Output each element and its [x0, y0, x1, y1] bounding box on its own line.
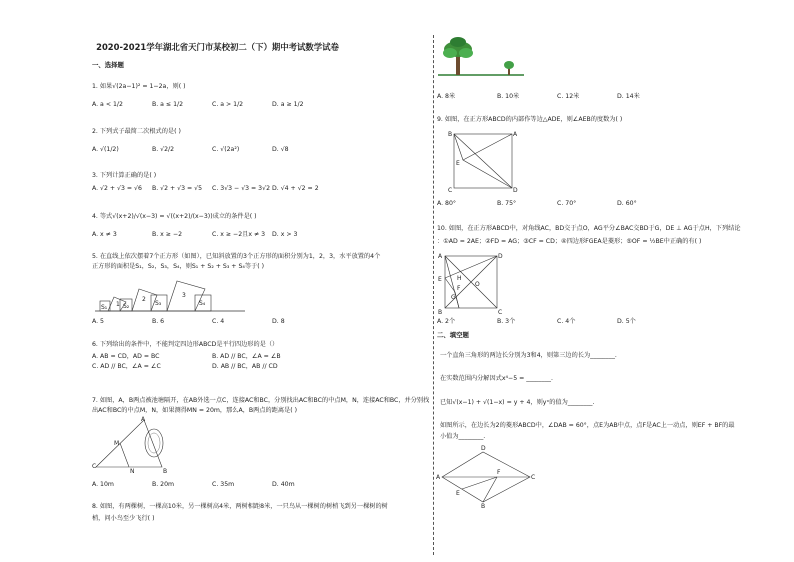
q5-label-s1: S₁ — [101, 304, 108, 311]
q9-label-e: E — [456, 160, 460, 167]
q10-label-g: G — [451, 294, 456, 301]
q3-option-a: A. √2 + √3 = √6 — [92, 185, 142, 192]
q9-option-b: B. 75° — [497, 200, 517, 207]
q5-option-b: B. 6 — [152, 318, 165, 325]
fill-q4-label-c: C — [531, 474, 536, 481]
q9-option-d: D. 60° — [617, 200, 637, 207]
q10-option-b: B. 3个 — [497, 318, 516, 325]
q8-option-c: C. 12米 — [557, 93, 580, 100]
q8-stem-line2: 梢，问小鸟至少飞行( ) — [92, 515, 155, 522]
q10-stem-line2: ：①AD = 2AE；②FD = AG；③CF = CD；④四边形FGEA是菱形；⑤OF = ½BE中正确的有( ) — [437, 238, 702, 245]
q10-option-c: C. 4个 — [557, 318, 576, 325]
q5-label-s2: S₂ — [123, 303, 130, 310]
q8-option-b: B. 10米 — [497, 93, 520, 100]
q10-label-e: E — [438, 276, 442, 283]
q9-option-c: C. 70° — [557, 200, 577, 207]
q7-option-c: C. 35m — [212, 481, 235, 488]
q5-label-3: 3 — [182, 292, 186, 299]
q2-option-d: D. √8 — [272, 146, 289, 153]
q6-option-c: C. AD // BC，∠A = ∠C — [92, 363, 161, 370]
q5-label-s3: S₃ — [155, 300, 162, 307]
q10-option-d: D. 5个 — [617, 318, 636, 325]
q6-option-d: D. AB // BC，AB // CD — [212, 363, 278, 370]
q10-square-figure — [435, 250, 505, 316]
q8-option-a: A. 8米 — [437, 93, 456, 100]
fill-q1: 一个直角三角形的两边长分别为3和4，则第三边的长为________. — [440, 352, 617, 359]
q7-stem-line2: 出AC和BC的中点M，N，如果测得MN = 20m，那么A，B两点的距离是( ) — [92, 407, 298, 414]
q4-option-b: B. x ≥ −2 — [152, 231, 183, 238]
q10-label-c: C — [498, 309, 503, 316]
q7-label-n: N — [130, 468, 135, 475]
q10-label-f: F — [457, 285, 461, 292]
q6-option-b: B. AD // BC，∠A = ∠B — [212, 353, 281, 360]
q7-option-d: D. 40m — [272, 481, 295, 488]
q10-label-d: D — [498, 253, 503, 260]
section-choice-heading: 一、选择题 — [92, 61, 124, 69]
fill-q4-label-a: A — [436, 474, 441, 481]
page-title: 2020-2021学年湖北省天门市某校初二（下）期中考试数学试卷 — [96, 42, 339, 52]
q9-label-c: C — [448, 187, 453, 194]
q5-label-2: 2 — [142, 296, 146, 303]
q5-option-a: A. 5 — [92, 318, 104, 325]
q8-trees-figure — [436, 37, 526, 79]
q2-option-a: A. √(1/2) — [92, 146, 119, 153]
q4-option-c: C. x ≥ −2且x ≠ 3 — [212, 231, 266, 238]
q10-label-a: A — [438, 253, 443, 260]
q8-stem-line1: 8. 如图，有两棵树，一棵高10米，另一棵树高4米，两树相距8米，一只鸟从一棵树的树梢飞到另一棵树的树 — [92, 503, 388, 510]
q6-stem: 6. 下列给出的条件中，不能判定四边形ABCD是平行四边形的是（） — [92, 341, 279, 348]
fill-q4-label-d: D — [481, 445, 486, 452]
q10-label-h: H — [457, 275, 462, 282]
q7-label-a: A — [141, 416, 146, 423]
fill-q4-label-e: E — [456, 490, 460, 497]
q9-label-a: A — [513, 131, 518, 138]
q7-pond-figure — [92, 415, 172, 475]
q10-label-b: B — [438, 309, 443, 316]
column-divider — [433, 35, 434, 555]
q3-stem: 3. 下列计算正确的是( ) — [92, 172, 157, 179]
q5-option-d: D. 8 — [272, 318, 285, 325]
q5-label-s4: S₄ — [199, 300, 206, 307]
q4-option-d: D. x > 3 — [272, 231, 298, 238]
q7-label-b: B — [163, 468, 168, 475]
q1-option-a: A. a < 1/2 — [92, 101, 123, 108]
q10-label-o: O — [475, 281, 480, 288]
q7-option-b: B. 20m — [152, 481, 175, 488]
q9-option-a: A. 80° — [437, 200, 457, 207]
q10-option-a: A. 2个 — [437, 318, 456, 325]
q10-stem-line1: 10. 如图，在正方形ABCD中，对角线AC，BD交于点O，AG平分∠BAC交BD于G，DE ⊥ AG于点H，下列结论 — [437, 225, 741, 232]
q7-option-a: A. 10m — [92, 481, 114, 488]
q1-option-c: C. a > 1/2 — [212, 101, 244, 108]
q1-stem: 1. 如果√(2a−1)² = 1−2a，则( ) — [92, 83, 186, 90]
q9-stem: 9. 如图，在正方形ABCD的内部作等边△ADE，则∠AEB的度数为( ) — [437, 116, 623, 123]
q5-option-c: C. 4 — [212, 318, 225, 325]
q6-option-a: A. AB = CD，AD = BC — [92, 353, 160, 360]
q9-label-d: D — [513, 187, 518, 194]
q4-stem: 4. 等式√(x+2)/√(x−3) = √((x+2)/(x−3))成立的条件是( ) — [92, 213, 257, 220]
q9-label-b: B — [448, 131, 453, 138]
q3-option-c: C. 3√3 − √3 = 3√2 — [212, 185, 271, 192]
q9-square-figure — [448, 128, 518, 194]
fill-q4-line1: 如图所示，在边长为2的菱形ABCD中，∠DAB = 60°，点E为AB中点，点F是AC上一动点，则EF + BF的最 — [440, 422, 735, 429]
fill-q4-label-f: F — [497, 469, 501, 476]
q3-option-d: D. √4 + √2 = 2 — [272, 185, 319, 192]
fill-q2: 在实数范围内分解因式x⁴−5 = ________. — [440, 375, 553, 382]
q7-label-m: M — [114, 440, 120, 447]
q1-option-b: B. a ≤ 1/2 — [152, 101, 184, 108]
q1-option-d: D. a ≥ 1/2 — [272, 101, 304, 108]
q2-option-c: C. √(2a²) — [212, 146, 240, 153]
q5-label-1: 1 — [116, 301, 120, 308]
section-fill-heading: 二、填空题 — [437, 331, 469, 339]
q7-stem-line1: 7. 如图，A，B两点被池塘隔开，在AB外选一点C，连接AC和BC，分别找出AC和BC的中点M，N，连接AC和BC，并分别找 — [92, 397, 430, 404]
fill-q4-rhombus-figure — [435, 442, 535, 508]
q8-option-d: D. 14米 — [617, 93, 640, 100]
fill-q3: 已知√(x−1) + √(1−x) = y + 4，则yˣ的值为________. — [440, 399, 595, 406]
q5-squares-figure — [95, 275, 245, 315]
q7-label-c: C — [92, 463, 97, 470]
q5-stem-line1: 5. 在直线上依次摆着7个正方形（如图），已知斜放置的3个正方形的面积分别为1，2，3，水平放置的4个 — [92, 253, 381, 260]
fill-q4-line2: 小值为________. — [440, 433, 486, 440]
q5-stem-line2: 正方形的面积是S₁，S₂，S₃，S₄，则S₁ + S₂ + S₃ + S₄等于( ) — [92, 263, 265, 270]
q3-option-b: B. √2 + √3 = √5 — [152, 185, 203, 192]
q4-option-a: A. x ≠ 3 — [92, 231, 117, 238]
q2-stem: 2. 下列式子最简二次根式的是( ) — [92, 128, 181, 135]
q2-option-b: B. √2/2 — [152, 146, 175, 153]
fill-q4-label-b: B — [481, 503, 486, 510]
